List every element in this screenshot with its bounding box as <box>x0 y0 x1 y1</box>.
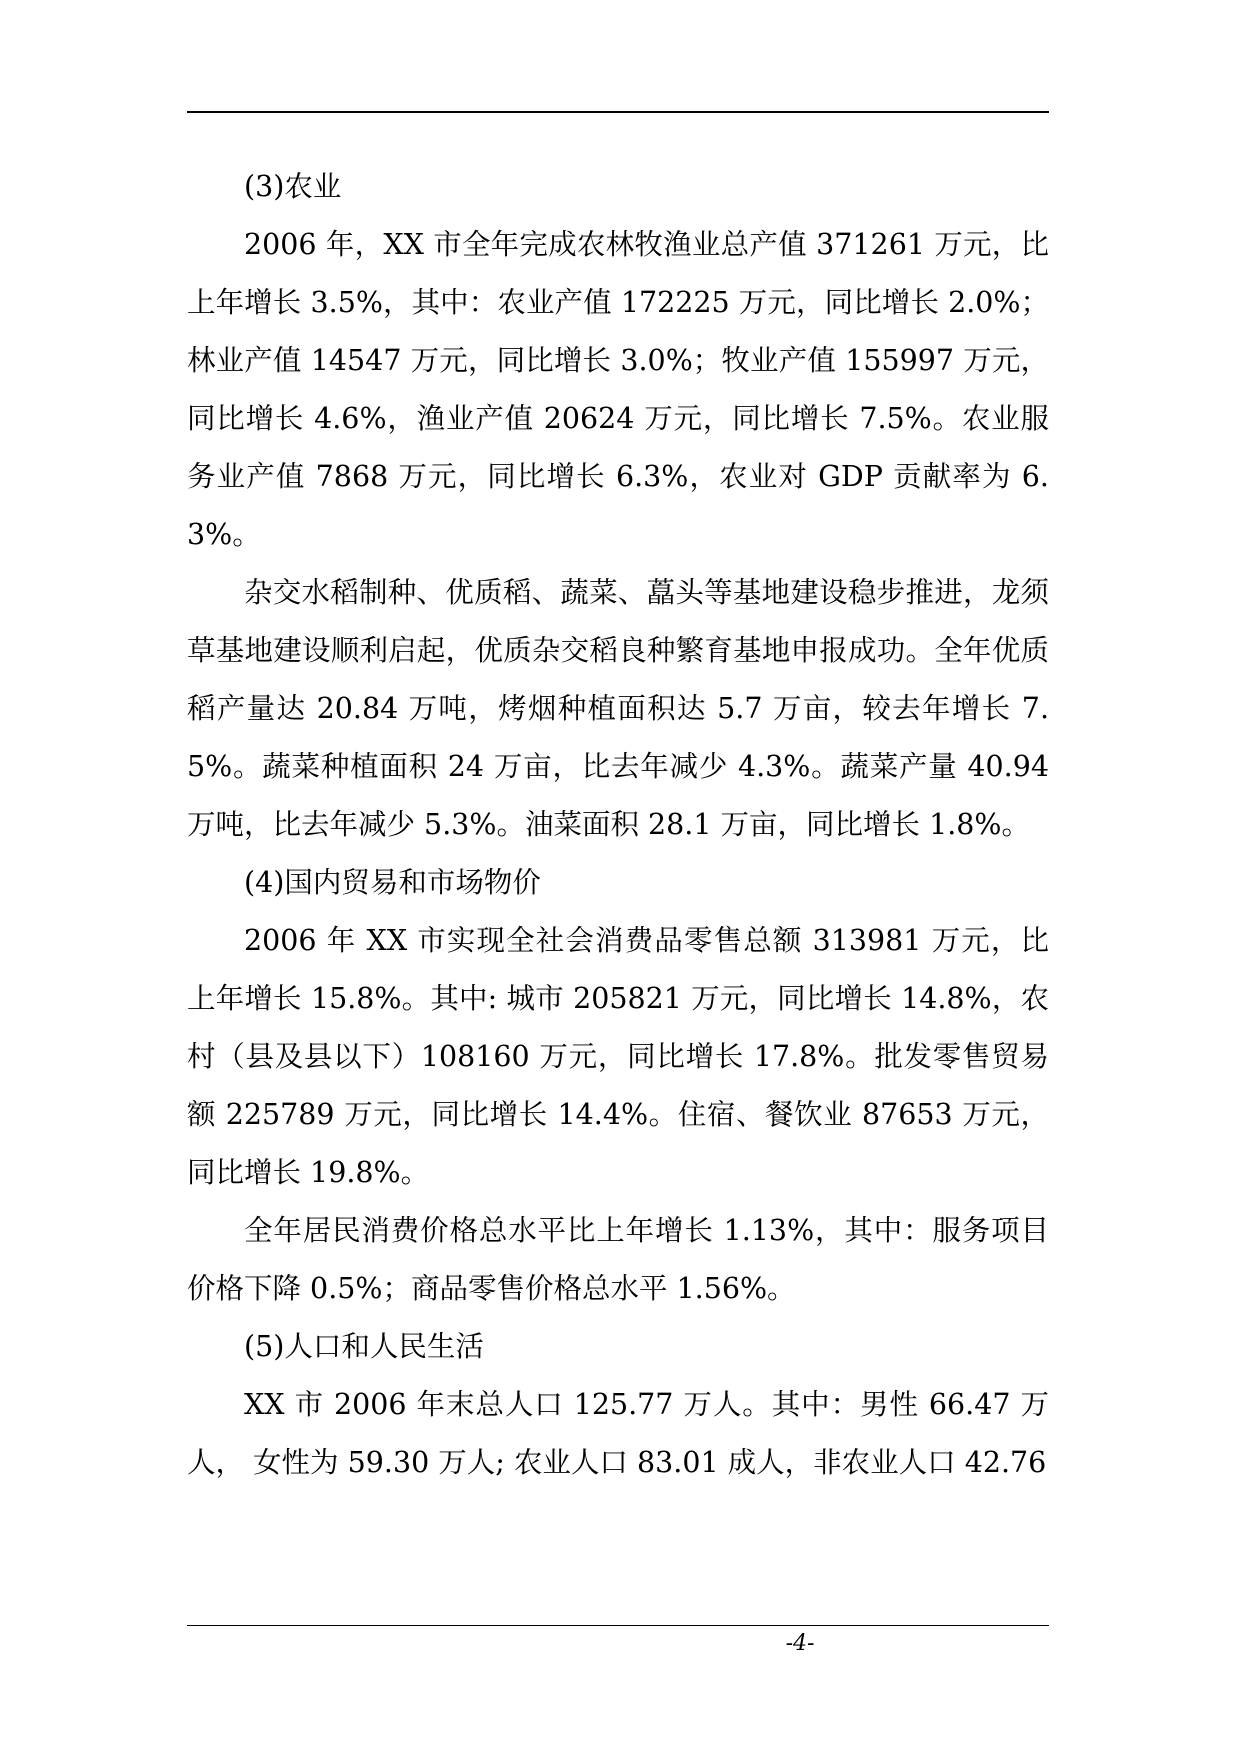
paragraph-agriculture-output: 2006 年，XX 市全年完成农林牧渔业总产值 371261 万元，比上年增长 3.5%，其中：农业产值 172225 万元，同比增长 2.0%；林业产值 14547 万元，同比增长 3.0%；牧业产值 155997 万元，同比增长 4.6%，渔业产值 20624 万元，同比增长 7.5%。农业服务业产值 7868 万元，同比增长 6.3%，农业对 GDP 贡献率为 6.3%。 <box>187 228 1049 551</box>
footer-rule <box>187 1625 1049 1626</box>
paragraph-consumer-prices: 全年居民消费价格总水平比上年增长 1.13%，其中：服务项目价格下降 0.5%；商品零售价格总水平 1.56%。 <box>187 1214 1049 1305</box>
page-number: -4- <box>785 1631 815 1656</box>
paragraph-retail-sales: 2006 年 XX 市实现全社会消费品零售总额 313981 万元，比上年增长 15.8%。其中: 城市 205821 万元，同比增长 14.8%，农村（县及县以下）108160 万元，同比增长 17.8%。批发零售贸易额 225789 万元，同比增长 14.4%。住宿、餐饮业 87653 万元，同比增长 19.8%。 <box>187 924 1049 1189</box>
header-rule <box>187 111 1049 113</box>
section-heading-trade-prices: (4)国内贸易和市场物价 <box>244 866 541 899</box>
paragraph-population: XX 市 2006 年末总人口 125.77 万人。其中：男性 66.47 万人， 女性为 59.30 万人; 农业人口 83.01 成人，非农业人口 42.76 <box>187 1388 1049 1479</box>
section-heading-population: (5)人口和人民生活 <box>244 1330 484 1363</box>
section-heading-agriculture: (3)农业 <box>244 170 342 203</box>
document-body <box>187 158 1049 1492</box>
paragraph-agriculture-bases: 杂交水稻制种、优质稻、蔬菜、藠头等基地建设稳步推进，龙须草基地建设顺利启起，优质杂交稻良种繁育基地申报成功。全年优质稻产量达 20.84 万吨，烤烟种植面积达 5.7 万亩，较去年增长 7.5%。蔬菜种植面积 24 万亩，比去年减少 4.3%。蔬菜产量 40.94 万吨，比去年减少 5.3%。油菜面积 28.1 万亩，同比增长 1.8%。 <box>187 576 1049 841</box>
